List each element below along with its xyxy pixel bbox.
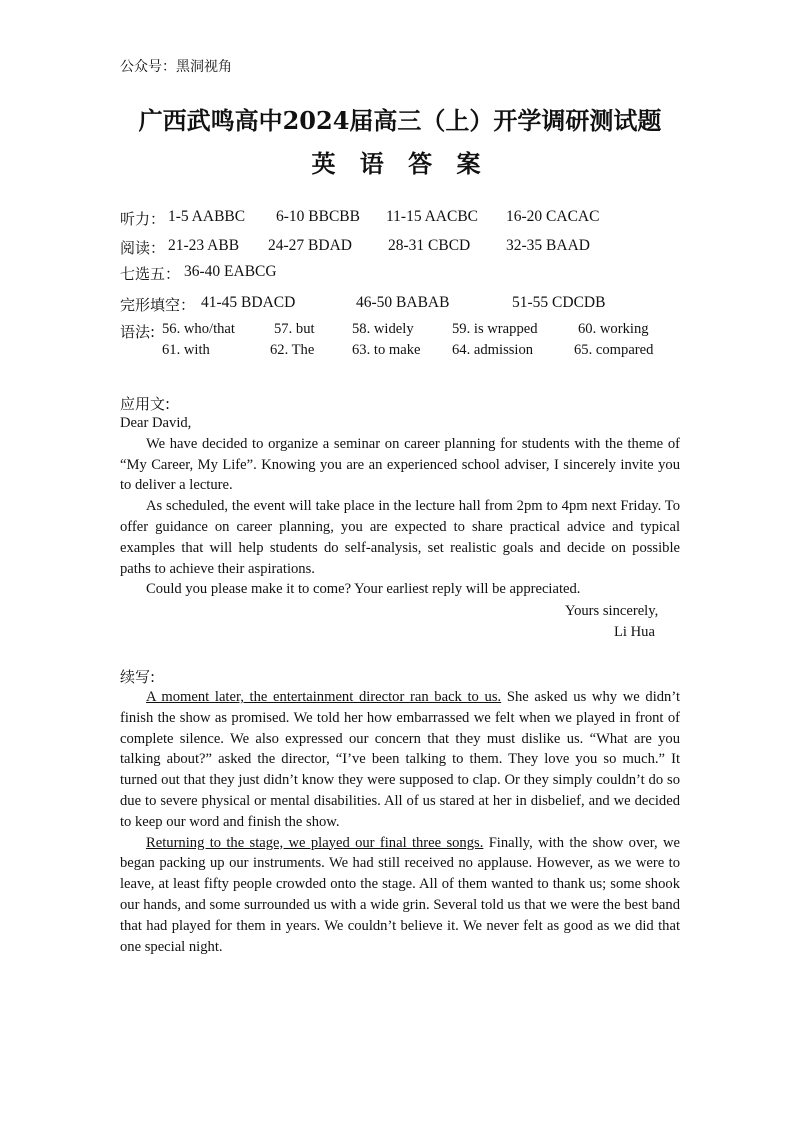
salutation: Dear David, [120, 415, 192, 431]
answer-item: 16-20 CACAC [506, 208, 600, 225]
continuation-paragraph [120, 833, 680, 958]
answer-item: 28-31 CBCD [388, 237, 471, 254]
answer-item: 56. who/that [162, 321, 235, 337]
answer-item: 1-5 AABBC [168, 208, 246, 225]
answer-item: 64. admission [452, 342, 534, 358]
reading-label: 阅读： [120, 239, 166, 257]
listening-label: 听力： [120, 210, 166, 228]
answer-item: 21-23 ABB [168, 237, 240, 254]
letter-closing: Yours sincerely, [565, 603, 659, 619]
answer-item: 36-40 EABCG [184, 263, 277, 280]
answer-item: 60. working [578, 321, 649, 337]
page-title: 广西武鸣高中2024届高三（上）开学调研测试题 [138, 106, 662, 135]
cloze-label: 完形填空： [120, 296, 196, 314]
publisher-note: 公众号：黑洞视角 [120, 59, 232, 75]
continuation-label: 续写: [120, 668, 156, 686]
paragraph-body: Finally, with the show over, we began packing up our instruments. We had still received no applause. However, as we were to leave, at least fifty people crowded onto the stage. All of them wanted to thank us; some shook our hands, and some surrounded us with a wide grin. Several told us that we were the best band that had played for them in years. We couldn’t believe it. We never felt as good as we did that one special night. [120, 834, 680, 955]
answer-item: 32-35 BAAD [506, 237, 590, 254]
paragraph-body: She asked us why we didn’t finish the show as promised. We told her how embarrassed we felt when we played in front of complete silence. We also expressed our concern that they must dislike us. “What are you talking about?” asked the director, “I’ve been talking to them. They love you so much.” It turned out that they just didn’t know they were supposed to clap. Or they simply couldn’t do so due to severe physical or mental disabilities. All of us stared at her in disbelief, and we decided to keep our word and finish the show. [120, 689, 680, 830]
answer-item: 41-45 BDACD [201, 294, 296, 311]
answer-item: 58. widely [352, 321, 414, 337]
seven-label: 七选五： [120, 265, 181, 283]
grammar-label: 语法: [120, 323, 156, 341]
answer-item: 6-10 BBCBB [276, 208, 360, 225]
answer-item: 51-55 CDCDB [512, 294, 606, 311]
letter-paragraph: As scheduled, the event will take place in the lecture hall from 2pm to 4pm next Friday. To offer guidance on career planning, you are expected to share practical advice and typical examples that will help students do self-analysis, set realistic goals and decide on possible paths to achieve their aspirations. [120, 498, 680, 577]
answer-item: 65. compared [574, 342, 654, 358]
paragraph-lead-sentence: Returning to the stage, we played our final three songs. [146, 834, 484, 851]
letter-paragraph: We have decided to organize a seminar on career planning for students with the theme of “My Career, My Life”. Knowing you are an experienced school adviser, I sincerely invite you to deliver a lecture. [120, 435, 680, 494]
letter-paragraph: Could you please make it to come? Your earliest reply will be appreciated. [146, 581, 581, 598]
paragraph-lead-sentence: A moment later, the entertainment director ran back to us. [146, 689, 502, 705]
answer-item: 24-27 BDAD [268, 237, 352, 254]
answer-item: 57. but [274, 321, 315, 337]
answer-item: 59. is wrapped [452, 321, 538, 337]
continuation-paragraph [120, 687, 680, 833]
continuation-text [120, 687, 680, 957]
page-subtitle: 英 语 答 案 [311, 149, 489, 178]
answer-item: 61. with [162, 342, 210, 358]
applied-writing-label: 应用文: [120, 395, 171, 413]
answer-item: 62. The [270, 342, 315, 358]
answer-item: 46-50 BABAB [356, 294, 450, 311]
answer-item: 11-15 AACBC [386, 208, 479, 225]
answer-item: 63. to make [352, 342, 421, 358]
letter-signature: Li Hua [614, 624, 655, 640]
applied-writing-letter [120, 413, 680, 600]
